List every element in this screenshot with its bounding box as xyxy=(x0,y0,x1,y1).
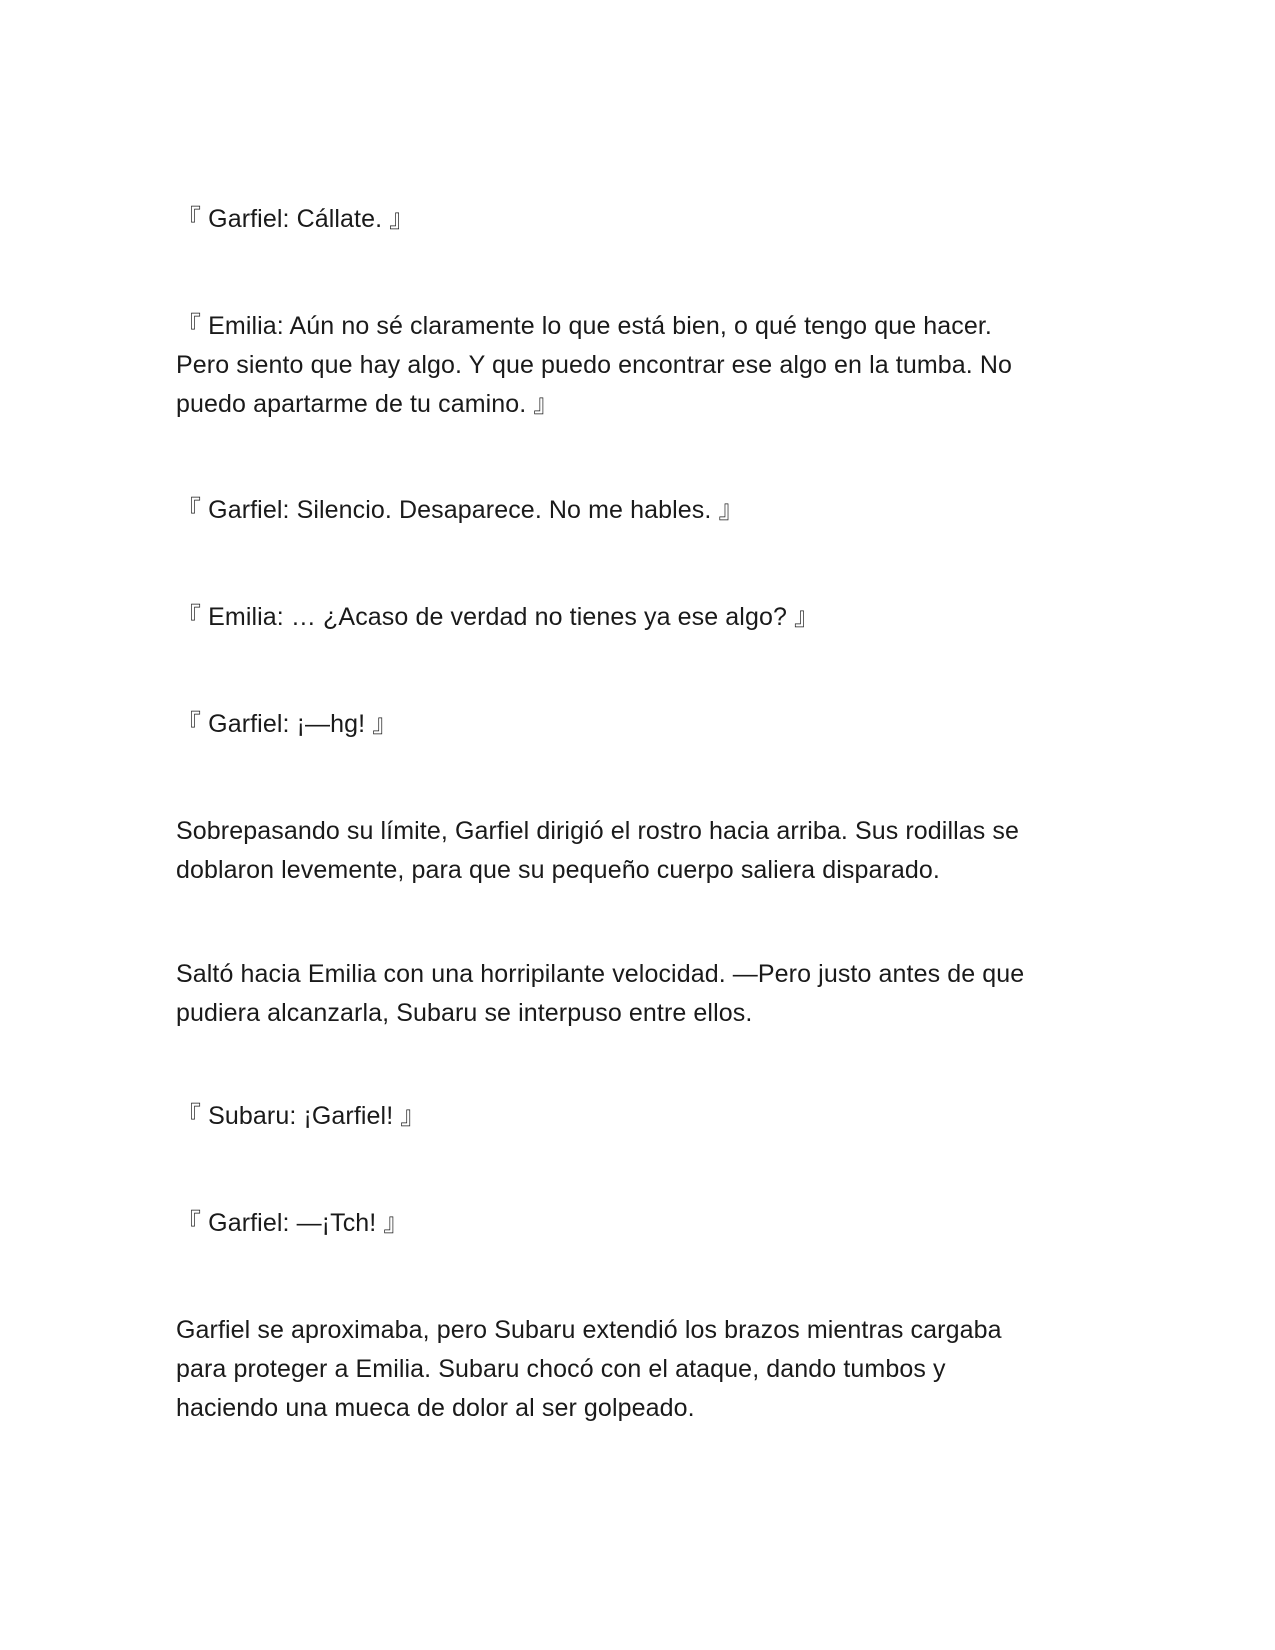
paragraph-8 xyxy=(176,1097,1076,1136)
line: 『 Subaru: ¡Garfiel! 』 xyxy=(176,1102,426,1130)
line: 『 Garfiel: ¡—hg! 』 xyxy=(176,710,398,738)
paragraph-1 xyxy=(176,200,1076,239)
paragraph-9 xyxy=(176,1204,1076,1243)
paragraph-4 xyxy=(176,598,1076,637)
line: 『 Emilia: Aún no sé claramente lo que está bien, o qué tengo que hacer. xyxy=(176,312,992,340)
paragraph-2 xyxy=(176,307,1076,424)
paragraph-3 xyxy=(176,491,1076,530)
line: puedo apartarme de tu camino. 』 xyxy=(176,390,559,418)
line: 『 Garfiel: Silencio. Desaparece. No me hables. 』 xyxy=(176,496,744,524)
line: 『 Garfiel: —¡Tch! 』 xyxy=(176,1209,409,1237)
paragraph-5 xyxy=(176,705,1076,744)
paragraph-7 xyxy=(176,955,1076,1033)
line: Garfiel se aproximaba, pero Subaru extendió los brazos mientras cargaba xyxy=(176,1316,1002,1344)
line: doblaron levemente, para que su pequeño cuerpo saliera disparado. xyxy=(176,856,940,884)
line: para proteger a Emilia. Subaru chocó con el ataque, dando tumbos y xyxy=(176,1355,946,1383)
line: Pero siento que hay algo. Y que puedo encontrar ese algo en la tumba. No xyxy=(176,351,1013,379)
paragraph-6 xyxy=(176,812,1076,890)
line: pudiera alcanzarla, Subaru se interpuso entre ellos. xyxy=(176,999,753,1027)
paragraph-10 xyxy=(176,1311,1076,1428)
line: Sobrepasando su límite, Garfiel dirigió el rostro hacia arriba. Sus rodillas se xyxy=(176,817,1020,845)
line: 『 Garfiel: Cállate. 』 xyxy=(176,205,415,233)
line: haciendo una mueca de dolor al ser golpeado. xyxy=(176,1394,695,1422)
line: Saltó hacia Emilia con una horripilante velocidad. —Pero justo antes de que xyxy=(176,960,1025,988)
line: 『 Emilia: … ¿Acaso de verdad no tienes ya ese algo? 』 xyxy=(176,603,820,631)
